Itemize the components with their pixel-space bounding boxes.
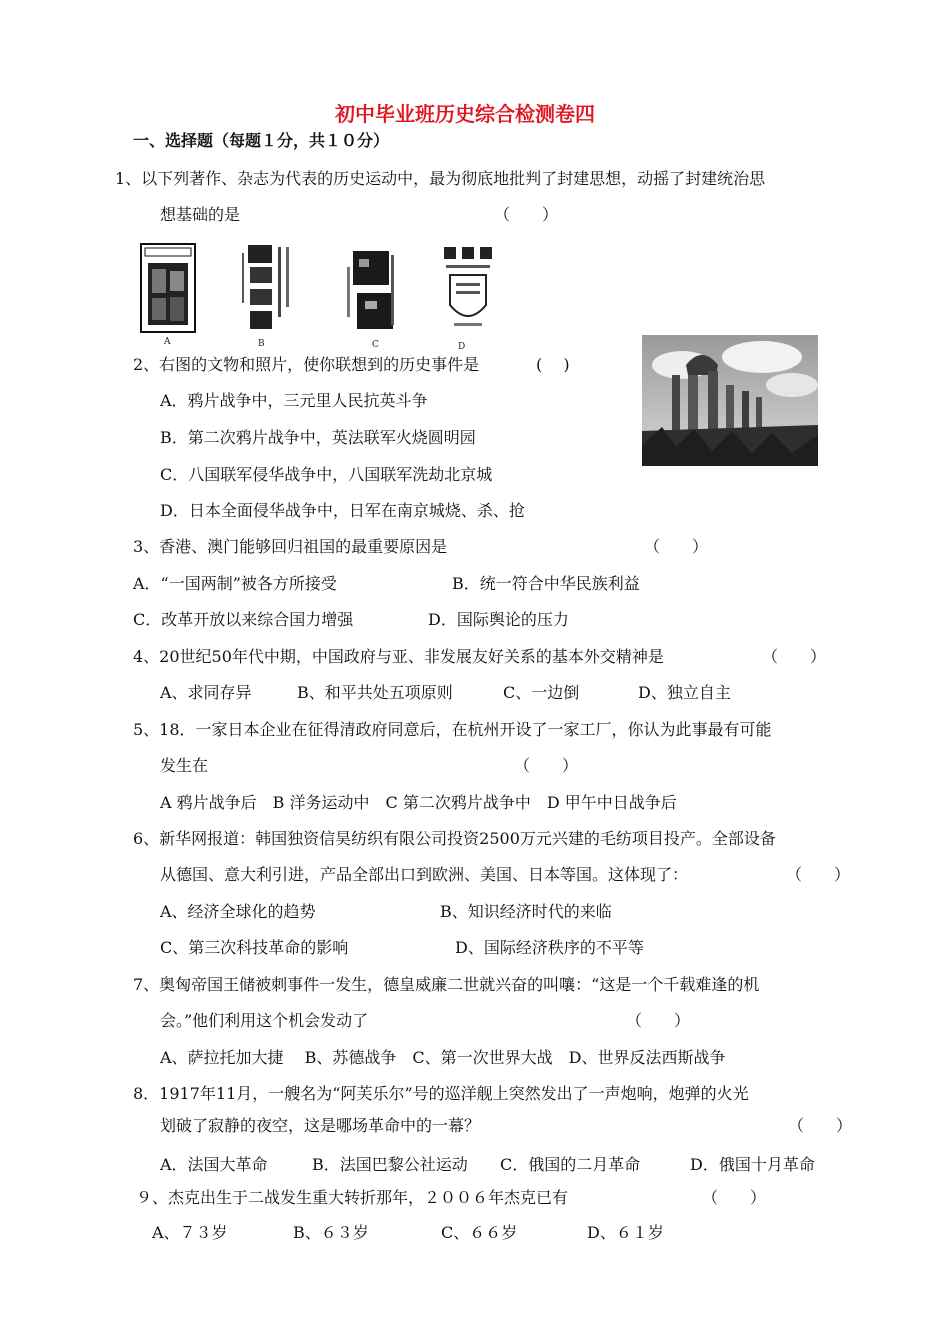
figure-d-caption: D [458, 342, 466, 352]
q3-bracket: （ ） [644, 537, 709, 556]
figure-a-caption: A [164, 337, 171, 347]
q2-stem: 2、右图的文物和照片，使你联想到的历史事件是 [133, 355, 480, 374]
yuanmingyuan-ruins-photo-icon [642, 335, 818, 466]
book-cover-zizheng-xinpian-icon [240, 243, 300, 335]
q5-bracket: （ ） [514, 756, 579, 775]
q6-option-d: D、国际经济秩序的不平等 [455, 938, 644, 957]
q4-stem: 4、20世纪50年代中期，中国政府与亚、非发展友好关系的基本外交精神是 [133, 647, 664, 666]
q3-option-a: A．“一国两制”被各方所接受 [133, 574, 337, 593]
q2-option-c: C．八国联军侵华战争中，八国联军洗劫北京城 [160, 465, 493, 484]
q6-line2: 从德国、意大利引进，产品全部出口到欧洲、美国、日本等国。这体现了： [160, 865, 689, 884]
q2-option-b: B．第二次鸦片战争中，英法联军火烧圆明园 [160, 428, 476, 447]
q2-option-a: A．鸦片战争中，三元里人民抗英斗争 [160, 391, 428, 410]
q8-option-c: C．俄国的二月革命 [500, 1155, 641, 1174]
q3-option-b: B．统一符合中华民族利益 [452, 574, 640, 593]
q2-bracket: ( ) [536, 355, 570, 374]
q8-bracket: （ ） [788, 1116, 853, 1135]
q6-option-a: A、经济全球化的趋势 [160, 902, 316, 921]
q4-option-b: B、和平共处五项原则 [297, 683, 453, 702]
q8-option-d: D．俄国十月革命 [690, 1155, 815, 1174]
q3-option-c: C．改革开放以来综合国力增强 [133, 610, 354, 629]
q6-line1: 6、新华网报道：韩国独资信昊纺织有限公司投资2500万元兴建的毛纺项目投产。全部设备 [133, 829, 776, 848]
q2-option-d: D．日本全面侵华战争中，日军在南京城烧、杀、抢 [160, 501, 525, 520]
figure-b-caption: B [258, 339, 265, 349]
page-title: 初中毕业班历史综合检测卷四 [335, 102, 595, 126]
q9-option-c: C、６６岁 [441, 1223, 518, 1242]
q4-option-d: D、独立自主 [638, 683, 731, 702]
q9-option-a: A、７３岁 [152, 1223, 228, 1242]
book-cover-haiguo-tuzhi-icon [140, 243, 196, 333]
q8-line2: 划破了寂静的夜空，这是哪场革命中的一幕？ [160, 1116, 481, 1135]
q4-option-a: A、求同存异 [160, 683, 252, 702]
q1-line2: 想基础的是 [160, 205, 241, 224]
q7-line2: 会。”他们利用这个机会发动了 [160, 1011, 369, 1030]
book-cover-minbao-icon [343, 247, 403, 337]
q7-options: A、萨拉托加大捷 B、苏德战争 C、第一次世界大战 D、世界反法西斯战争 [160, 1048, 726, 1067]
q3-option-d: D．国际舆论的压力 [428, 610, 569, 629]
q8-line1: 8．1917年11月，一艘名为“阿芙乐尔”号的巡洋舰上突然发出了一声炮响，炮弹的火光 [133, 1084, 749, 1103]
q5-options: A 鸦片战争后 B 洋务运动中 C 第二次鸦片战争中 D 甲午中日战争后 [160, 793, 677, 812]
q7-bracket: （ ） [626, 1011, 691, 1030]
q9-option-b: B、６３岁 [293, 1223, 369, 1242]
q4-option-c: C、一边倒 [503, 683, 580, 702]
q6-option-c: C、第三次科技革命的影响 [160, 938, 349, 957]
q8-option-a: A．法国大革命 [160, 1155, 268, 1174]
q9-stem: ９、杰克出生于二战发生重大转折那年，２００６年杰克已有 [136, 1188, 569, 1207]
figure-c-caption: C [372, 340, 379, 350]
q7-line1: 7、奥匈帝国王储被刺事件一发生，德皇威廉二世就兴奋的叫嚷：“这是一个千载难逢的机 [133, 975, 760, 994]
q1-line1: 1、以下列著作、杂志为代表的历史运动中，最为彻底地批判了封建思想，动摇了封建统治思 [115, 169, 766, 188]
q5-line2: 发生在 [160, 756, 209, 775]
q4-bracket: （ ） [762, 647, 827, 666]
q9-option-d: D、６１岁 [587, 1223, 664, 1242]
q3-stem: 3、香港、澳门能够回归祖国的最重要原因是 [133, 537, 448, 556]
magazine-cover-xin-qingnian-icon [440, 243, 496, 338]
q6-bracket: （ ） [786, 865, 851, 884]
section-heading: 一、选择题（每题１分，共１０分） [133, 131, 390, 150]
q9-bracket: （ ） [702, 1188, 767, 1207]
q6-option-b: B、知识经济时代的来临 [440, 902, 612, 921]
q8-option-b: B．法国巴黎公社运动 [312, 1155, 468, 1174]
q1-bracket: （ ） [494, 205, 559, 224]
q5-line1: 5、18．一家日本企业在征得清政府同意后，在杭州开设了一家工厂，你认为此事最有可能 [133, 720, 772, 739]
